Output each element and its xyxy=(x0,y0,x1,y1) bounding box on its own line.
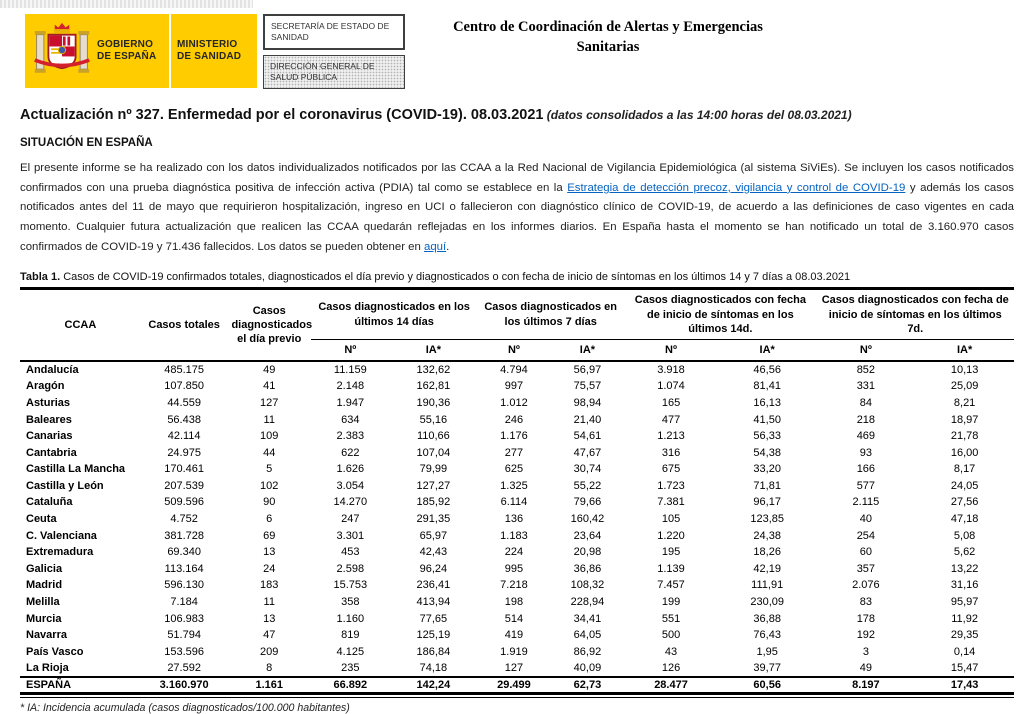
value-cell: 46,56 xyxy=(753,364,781,377)
value-cell: 160,42 xyxy=(570,513,605,526)
value-cell: 47,67 xyxy=(573,446,602,459)
ccaa-name-cell: C. Valenciana xyxy=(26,529,97,542)
report-title-main: Actualización nº 327. Enfermedad por el coronavirus (COVID-19). 08.03.2021 xyxy=(20,107,544,124)
total-row xyxy=(20,677,1014,694)
value-cell: 166 xyxy=(856,463,876,476)
value-cell: 55,16 xyxy=(419,413,448,426)
col-header-totales: Casos totales xyxy=(148,319,220,332)
col-group-sintomas-14d: Casos diagnosticados con fecha de inicio de síntomas en los últimos 14d. xyxy=(624,289,816,340)
value-cell: 5,08 xyxy=(953,529,976,542)
value-cell: 622 xyxy=(341,446,360,459)
value-cell: 76,43 xyxy=(753,629,781,642)
value-cell: 10,13 xyxy=(950,364,979,377)
value-cell: 11.159 xyxy=(333,364,367,377)
ccaa-name-cell: Baleares xyxy=(26,413,72,426)
value-cell: 2.115 xyxy=(852,496,880,509)
value-cell: 162,81 xyxy=(416,380,451,393)
subcol-n: Nº xyxy=(344,344,357,357)
value-cell: 209 xyxy=(260,645,279,658)
value-cell: 477 xyxy=(661,413,681,426)
table-row xyxy=(20,428,1014,445)
value-cell: 485.175 xyxy=(164,364,205,377)
value-cell: 11 xyxy=(263,413,275,426)
table-row xyxy=(20,577,1014,594)
value-cell: 56.438 xyxy=(167,413,201,426)
value-cell: 675 xyxy=(661,463,681,476)
value-cell: 71,81 xyxy=(753,479,781,492)
value-cell: 95,97 xyxy=(950,596,979,609)
value-cell: 13 xyxy=(263,546,276,559)
value-cell: 126 xyxy=(661,661,681,674)
table-row xyxy=(20,544,1014,561)
value-cell: 142,24 xyxy=(390,677,478,694)
value-cell: 357 xyxy=(856,562,876,575)
paragraph-text: El presente informe se ha realizado con los datos individualizados notificados por las CCAA a la Red Nacional de Vigilancia Epidemiológica (al sistema SiViEs). Se incluyen los casos notificados confirmados con una prueba diagnóstica positiva de infección activa (PDIA) tal como se establece en la xyxy=(20,162,1014,194)
value-cell: 74,18 xyxy=(419,661,448,674)
value-cell: 6 xyxy=(266,513,273,526)
report-title xyxy=(20,107,1014,123)
value-cell: 1.220 xyxy=(657,529,685,542)
table-caption-label: Tabla 1. xyxy=(20,271,61,284)
value-cell: 102 xyxy=(260,479,279,492)
value-cell: 381.728 xyxy=(164,529,205,542)
table-footnote: * IA: Incidencia acumulada (casos diagnosticados/100.000 habitantes) xyxy=(20,701,350,714)
value-cell: 1.160 xyxy=(336,612,365,625)
value-cell: 634 xyxy=(341,413,360,426)
table-body xyxy=(20,361,1014,676)
ccaa-name-cell: La Rioja xyxy=(26,661,69,674)
value-cell: 11,92 xyxy=(951,612,978,625)
org-title: Centro de Coordinación de Alertas y Emergencias Sanitarias xyxy=(453,19,763,55)
value-cell: 47 xyxy=(263,629,276,642)
value-cell: 228,94 xyxy=(570,596,605,609)
value-cell: 20,98 xyxy=(573,546,602,559)
value-cell: 190,36 xyxy=(416,396,451,409)
ccaa-name-cell: Cantabria xyxy=(26,446,77,459)
value-cell: 16,00 xyxy=(950,446,979,459)
value-cell: 21,78 xyxy=(950,430,979,443)
table-row xyxy=(20,478,1014,495)
value-cell: 110,66 xyxy=(416,430,450,443)
table-row xyxy=(20,378,1014,395)
value-cell: 165 xyxy=(661,396,681,409)
value-cell: 15,47 xyxy=(950,661,979,674)
value-cell: 14.270 xyxy=(333,496,368,509)
ccaa-name-cell: Ceuta xyxy=(26,513,57,526)
value-cell: 123,85 xyxy=(750,513,785,526)
value-cell: 469 xyxy=(856,430,876,443)
value-cell: 316 xyxy=(661,446,681,459)
value-cell: 8.197 xyxy=(817,677,916,694)
value-cell: 29,35 xyxy=(950,629,979,642)
value-cell: 195 xyxy=(661,546,681,559)
value-cell: 235 xyxy=(341,661,360,674)
value-cell: 2.598 xyxy=(336,562,365,575)
value-cell: 331 xyxy=(856,380,876,393)
value-cell: 7.457 xyxy=(657,579,685,592)
value-cell: 132,62 xyxy=(416,364,451,377)
subcol-ia: IA* xyxy=(759,344,775,357)
value-cell: 246 xyxy=(504,413,524,426)
spain-coat-of-arms-icon xyxy=(33,19,91,83)
value-cell: 39,77 xyxy=(753,661,781,674)
value-cell: 3.054 xyxy=(336,479,365,492)
document-header xyxy=(0,0,1034,89)
value-cell: 8,21 xyxy=(953,396,976,409)
value-cell: 42.114 xyxy=(167,430,201,443)
value-cell: 500 xyxy=(661,629,681,642)
table-caption-text: Casos de COVID-19 confirmados totales, diagnosticados el día previo y diagnosticados o con fecha de inicio de síntomas en los últimos 14 y 7 días a 08.03.2021 xyxy=(60,271,851,284)
value-cell: 105 xyxy=(661,513,681,526)
value-cell: 2.383 xyxy=(336,430,365,443)
covid-table-wrapper xyxy=(20,287,1014,698)
value-cell: 4.794 xyxy=(500,364,528,377)
value-cell: 236,41 xyxy=(416,579,451,592)
value-cell: 1.626 xyxy=(336,463,365,476)
value-cell: 81,41 xyxy=(753,380,781,393)
value-cell: 56,97 xyxy=(573,364,602,377)
value-cell: 1.919 xyxy=(500,645,528,658)
table-row xyxy=(20,361,1014,378)
value-cell: 995 xyxy=(504,562,524,575)
value-cell: 60,56 xyxy=(718,677,817,694)
value-cell: 8 xyxy=(266,661,273,674)
value-cell: 2.076 xyxy=(852,579,880,592)
col-group-diag-14d: Casos diagnosticados en los últimos 14 días xyxy=(311,289,477,340)
value-cell: 514 xyxy=(504,612,524,625)
value-cell: 199 xyxy=(661,596,681,609)
value-cell: 3.160.970 xyxy=(141,677,228,694)
table-row xyxy=(20,444,1014,461)
value-cell: 49 xyxy=(859,661,872,674)
page-edge-strip xyxy=(0,0,253,8)
value-cell: 5,62 xyxy=(953,546,976,559)
value-cell: 4.752 xyxy=(170,513,198,526)
value-cell: 413,94 xyxy=(416,596,451,609)
value-cell: 178 xyxy=(856,612,876,625)
value-cell: 6.114 xyxy=(500,496,528,509)
value-cell: 224 xyxy=(504,546,524,559)
table-total xyxy=(20,677,1014,694)
value-cell: 1.947 xyxy=(336,396,365,409)
value-cell: 28.477 xyxy=(624,677,718,694)
value-cell: 54,38 xyxy=(753,446,781,459)
value-cell: 47,18 xyxy=(950,513,979,526)
subcol-ia: IA* xyxy=(425,344,442,357)
value-cell: 596.130 xyxy=(164,579,205,592)
value-cell: 69 xyxy=(263,529,276,542)
value-cell: 18,97 xyxy=(950,413,979,426)
value-cell: 40 xyxy=(859,513,872,526)
table-row xyxy=(20,494,1014,511)
value-cell: 113.164 xyxy=(164,562,204,575)
department-boxes xyxy=(263,14,405,89)
value-cell: 136 xyxy=(504,513,524,526)
value-cell: 453 xyxy=(341,546,360,559)
value-cell: 218 xyxy=(856,413,876,426)
value-cell: 36,88 xyxy=(753,612,781,625)
value-cell: 33,20 xyxy=(753,463,781,476)
value-cell: 24,05 xyxy=(950,479,979,492)
value-cell: 127 xyxy=(504,661,524,674)
value-cell: 107.850 xyxy=(164,380,205,393)
value-cell: 625 xyxy=(504,463,524,476)
section-heading: SITUACIÓN EN ESPAÑA xyxy=(20,137,153,150)
value-cell: 30,74 xyxy=(573,463,602,476)
value-cell: 83 xyxy=(859,596,872,609)
value-cell: 24,38 xyxy=(753,529,781,542)
ccaa-name-cell: Aragón xyxy=(26,380,65,393)
col-header-ccaa: CCAA xyxy=(64,319,97,332)
table-row xyxy=(20,511,1014,528)
value-cell: 27.592 xyxy=(167,661,201,674)
value-cell: 90 xyxy=(263,496,276,509)
value-cell: 24.975 xyxy=(167,446,201,459)
value-cell: 277 xyxy=(504,446,524,459)
value-cell: 16,13 xyxy=(753,396,781,409)
value-cell: 125,19 xyxy=(416,629,451,642)
ccaa-name-cell: Melilla xyxy=(26,596,60,609)
col-header-dia-previo: Casos diagnosticados el día previo xyxy=(231,304,313,346)
value-cell: 15.753 xyxy=(333,579,368,592)
value-cell: 1.213 xyxy=(657,430,685,443)
table-row xyxy=(20,660,1014,677)
value-cell: 62,73 xyxy=(551,677,625,694)
value-cell: 1.139 xyxy=(657,562,685,575)
value-cell: 1.723 xyxy=(657,479,685,492)
value-cell: 153.596 xyxy=(164,645,205,658)
value-cell: 13,22 xyxy=(950,562,979,575)
value-cell: 1.012 xyxy=(500,396,528,409)
value-cell: 66.892 xyxy=(311,677,390,694)
value-cell: 24 xyxy=(263,562,276,575)
subcol-n: Nº xyxy=(859,344,872,357)
subcol-n: Nº xyxy=(507,344,520,357)
ccaa-name-cell: Asturias xyxy=(26,396,71,409)
value-cell: 42,43 xyxy=(419,546,448,559)
value-cell: 41,50 xyxy=(753,413,781,426)
table-row xyxy=(20,411,1014,428)
value-cell: 852 xyxy=(856,364,876,377)
ccaa-name-cell: Madrid xyxy=(26,579,63,592)
ccaa-name-cell: Navarra xyxy=(26,629,67,642)
value-cell: 44.559 xyxy=(167,396,201,409)
value-cell: 29.499 xyxy=(477,677,551,694)
table-header xyxy=(20,289,1014,362)
estrategia-link[interactable]: Estrategia de detección precoz, vigilancia y control de COVID-19 xyxy=(567,181,906,194)
value-cell: 75,57 xyxy=(573,380,602,393)
value-cell: 997 xyxy=(504,380,524,393)
table-row xyxy=(20,627,1014,644)
subcol-ia: IA* xyxy=(579,344,596,357)
value-cell: 5 xyxy=(266,463,273,476)
value-cell: 36,86 xyxy=(573,562,602,575)
covid-cases-table xyxy=(20,287,1014,695)
value-cell: 186,84 xyxy=(416,645,451,658)
value-cell: 1,95 xyxy=(756,645,778,658)
table-row xyxy=(20,610,1014,627)
value-cell: 79,99 xyxy=(419,463,448,476)
value-cell: 93 xyxy=(859,446,872,459)
value-cell: 291,35 xyxy=(416,513,451,526)
ccaa-name-cell: País Vasco xyxy=(26,645,84,658)
value-cell: 49 xyxy=(263,364,276,377)
value-cell: 1.074 xyxy=(657,380,685,393)
value-cell: 358 xyxy=(341,596,360,609)
value-cell: 13 xyxy=(263,612,276,625)
value-cell: 106.983 xyxy=(164,612,205,625)
value-cell: 127,27 xyxy=(416,479,451,492)
value-cell: 1.183 xyxy=(500,529,528,542)
value-cell: 41 xyxy=(263,380,276,393)
value-cell: 98,94 xyxy=(573,396,602,409)
value-cell: 2.148 xyxy=(336,380,365,393)
value-cell: 127 xyxy=(260,396,279,409)
value-cell: 64,05 xyxy=(573,629,602,642)
aqui-link[interactable]: aquí xyxy=(423,240,447,253)
ccaa-name-cell: Andalucía xyxy=(26,364,79,377)
value-cell: 34,41 xyxy=(573,612,602,625)
direccion-general-box: DIRECCIÓN GENERAL DE SALUD PÚBLICA xyxy=(263,55,405,89)
value-cell: 54,61 xyxy=(573,430,602,443)
value-cell: 247 xyxy=(341,513,360,526)
gobierno-label: GOBIERNO DE ESPAÑA xyxy=(97,38,157,62)
value-cell: 4.125 xyxy=(336,645,365,658)
value-cell: 1.161 xyxy=(227,677,311,694)
value-cell: 8,17 xyxy=(953,463,976,476)
value-cell: 198 xyxy=(504,596,524,609)
value-cell: 43 xyxy=(664,645,678,658)
subcol-ia: IA* xyxy=(956,344,973,357)
table-row xyxy=(20,461,1014,478)
paragraph-text: . xyxy=(446,240,450,253)
ccaa-name-cell: Cataluña xyxy=(26,496,73,509)
secretaria-estado-box: SECRETARÍA DE ESTADO DE SANIDAD xyxy=(263,14,405,50)
value-cell: 42,19 xyxy=(753,562,781,575)
value-cell: 31,16 xyxy=(950,579,979,592)
value-cell: 18,26 xyxy=(753,546,781,559)
ccaa-name-cell: ESPAÑA xyxy=(20,677,141,694)
ccaa-name-cell: Canarias xyxy=(26,430,73,443)
value-cell: 7.184 xyxy=(170,596,198,609)
value-cell: 419 xyxy=(504,629,524,642)
value-cell: 0,14 xyxy=(953,645,976,658)
value-cell: 60 xyxy=(859,546,872,559)
value-cell: 1.325 xyxy=(500,479,528,492)
value-cell: 109 xyxy=(260,430,279,443)
value-cell: 1.176 xyxy=(500,430,528,443)
intro-paragraph xyxy=(20,159,1014,257)
col-group-sintomas-7d: Casos diagnosticados con fecha de inicio de síntomas en los últimos 7d. xyxy=(817,289,1014,340)
value-cell: 207.539 xyxy=(164,479,205,492)
value-cell: 40,09 xyxy=(573,661,602,674)
value-cell: 819 xyxy=(341,629,360,642)
ministerio-label: MINISTERIO DE SANIDAD xyxy=(177,38,242,62)
value-cell: 86,92 xyxy=(573,645,602,658)
value-cell: 51.794 xyxy=(167,629,201,642)
value-cell: 108,32 xyxy=(570,579,605,592)
table-row xyxy=(20,527,1014,544)
report-title-subnote: (datos consolidados a las 14:00 horas del 08.03.2021) xyxy=(543,108,852,123)
value-cell: 509.596 xyxy=(164,496,205,509)
value-cell: 551 xyxy=(661,612,681,625)
value-cell: 7.381 xyxy=(657,496,685,509)
ccaa-name-cell: Castilla La Mancha xyxy=(26,463,126,476)
value-cell: 25,09 xyxy=(950,380,979,393)
value-cell: 84 xyxy=(859,396,872,409)
subcol-n: Nº xyxy=(665,344,677,357)
value-cell: 254 xyxy=(856,529,876,542)
value-cell: 3.918 xyxy=(657,364,685,377)
value-cell: 577 xyxy=(856,479,876,492)
value-cell: 185,92 xyxy=(416,496,451,509)
paragraph-text: y además los casos notificados antes del 11 de mayo que requirieron hospitalización, ingreso en UCI o fallecieron con diagnóstico clínico de COVID-19, de acuerdo a las definiciones de caso vigentes en cada momento. Cualquier futura actualización que realicen las CCAA quedarán reflejadas en los informes diarios. En España hasta el momento se han notificado un total de 3.160.970 casos confirmados de COVID-19 y 71.436 fallecidos. Los datos se pueden obtener en xyxy=(20,181,1014,253)
value-cell: 69.340 xyxy=(167,546,201,559)
value-cell: 192 xyxy=(856,629,876,642)
table-row xyxy=(20,644,1014,661)
value-cell: 44 xyxy=(263,446,276,459)
value-cell: 3 xyxy=(862,645,869,658)
table-row xyxy=(20,395,1014,412)
value-cell: 55,22 xyxy=(573,479,602,492)
value-cell: 7.218 xyxy=(500,579,528,592)
col-group-diag-7d: Casos diagnosticados en los últimos 7 días xyxy=(477,289,624,340)
value-cell: 56,33 xyxy=(753,430,781,443)
value-cell: 96,24 xyxy=(419,562,448,575)
ccaa-name-cell: Galicia xyxy=(26,562,63,575)
value-cell: 23,64 xyxy=(573,529,602,542)
value-cell: 111,91 xyxy=(751,579,784,592)
value-cell: 230,09 xyxy=(750,596,785,609)
value-cell: 27,56 xyxy=(950,496,979,509)
value-cell: 96,17 xyxy=(753,496,781,509)
table-row xyxy=(20,561,1014,578)
ccaa-name-cell: Murcia xyxy=(26,612,62,625)
value-cell: 170.461 xyxy=(164,463,205,476)
table-row xyxy=(20,594,1014,611)
value-cell: 79,66 xyxy=(573,496,602,509)
value-cell: 77,65 xyxy=(419,612,448,625)
ccaa-name-cell: Extremadura xyxy=(26,546,94,559)
gobierno-espana-logo xyxy=(25,14,257,88)
value-cell: 107,04 xyxy=(416,446,451,459)
table-caption xyxy=(20,271,1014,283)
value-cell: 65,97 xyxy=(419,529,448,542)
value-cell: 21,40 xyxy=(573,413,602,426)
value-cell: 3.301 xyxy=(336,529,365,542)
value-cell: 183 xyxy=(260,579,279,592)
ccaa-name-cell: Castilla y León xyxy=(26,479,104,492)
value-cell: 17,43 xyxy=(915,677,1014,694)
value-cell: 11 xyxy=(263,596,275,609)
